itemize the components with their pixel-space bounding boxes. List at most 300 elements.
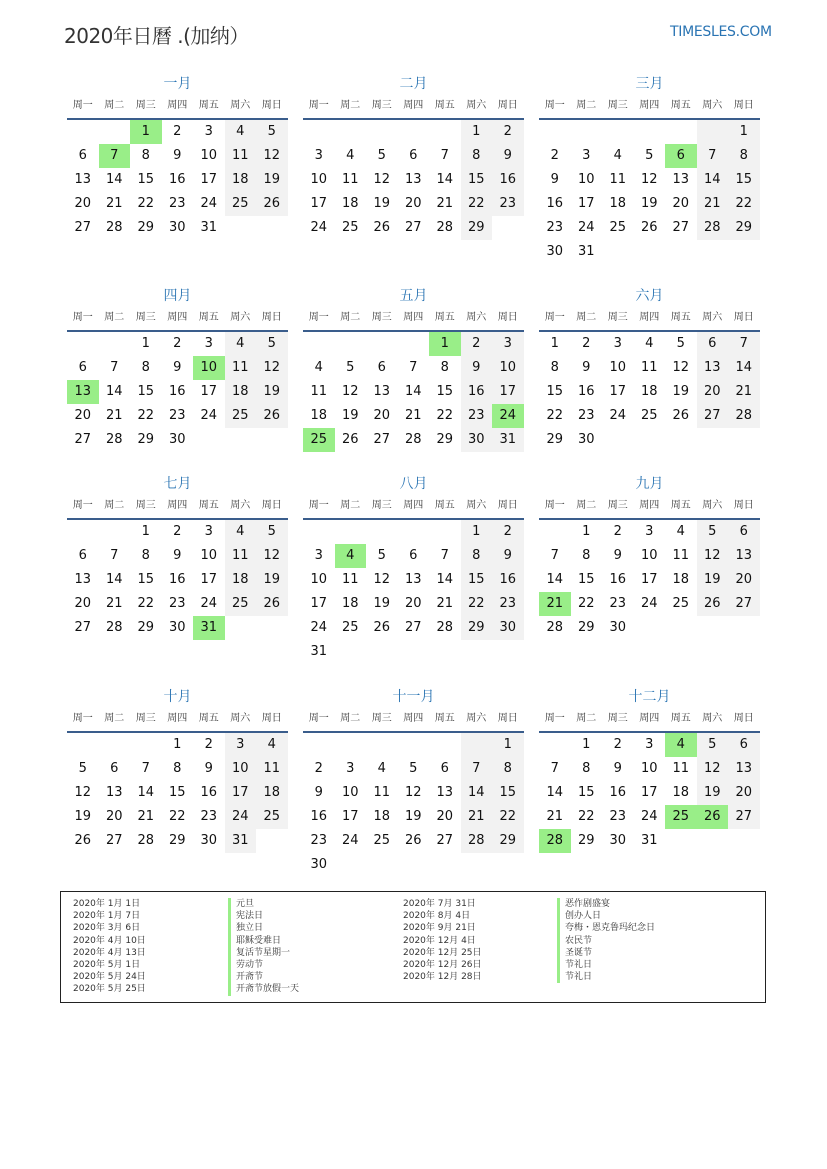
day-cell[interactable]: 27: [373, 432, 391, 447]
day-cell[interactable]: 21: [436, 596, 454, 611]
day-cell[interactable]: 16: [492, 168, 524, 192]
day-cell[interactable]: 29: [137, 220, 155, 235]
day-cell[interactable]: 11: [341, 572, 359, 587]
day-cell[interactable]: 5: [256, 520, 288, 544]
day-cell[interactable]: 23: [168, 596, 186, 611]
day-cell[interactable]: 16: [609, 785, 627, 800]
day-cell[interactable]: 13: [672, 172, 690, 187]
day-cell[interactable]: 8: [550, 360, 559, 375]
day-cell[interactable]: 17: [200, 172, 218, 187]
day-cell[interactable]: 26: [640, 220, 658, 235]
day-cell[interactable]: 5: [697, 733, 729, 757]
day-cell[interactable]: 5: [377, 148, 386, 163]
day-cell[interactable]: 23: [168, 408, 186, 423]
day-cell[interactable]: 23: [546, 220, 564, 235]
day-cell[interactable]: 21: [546, 809, 564, 824]
day-cell[interactable]: 31: [200, 220, 218, 235]
day-cell[interactable]: 5: [256, 120, 288, 144]
day-cell[interactable]: 1: [728, 120, 760, 144]
day-cell[interactable]: 30: [200, 833, 218, 848]
day-cell[interactable]: 19: [404, 809, 422, 824]
day-cell[interactable]: 25: [640, 408, 658, 423]
day-cell[interactable]: 12: [404, 785, 422, 800]
day-cell[interactable]: 16: [168, 572, 186, 587]
day-cell[interactable]: 26: [256, 192, 288, 216]
day-cell[interactable]: 19: [74, 809, 92, 824]
holiday-day-cell[interactable]: 21: [539, 592, 571, 616]
day-cell[interactable]: 23: [168, 196, 186, 211]
holiday-day-cell[interactable]: 1: [130, 120, 162, 144]
day-cell[interactable]: 21: [105, 408, 123, 423]
day-cell[interactable]: 18: [640, 384, 658, 399]
day-cell[interactable]: 1: [492, 733, 524, 757]
day-cell[interactable]: 23: [200, 809, 218, 824]
day-cell[interactable]: 2: [204, 737, 213, 752]
day-cell[interactable]: 20: [672, 196, 690, 211]
day-cell[interactable]: 5: [409, 761, 418, 776]
day-cell[interactable]: 29: [168, 833, 186, 848]
day-cell[interactable]: 20: [697, 380, 729, 404]
day-cell[interactable]: 7: [550, 761, 559, 776]
day-cell[interactable]: 21: [137, 809, 155, 824]
day-cell[interactable]: 24: [640, 809, 658, 824]
day-cell[interactable]: 25: [225, 404, 257, 428]
day-cell[interactable]: 23: [609, 809, 627, 824]
day-cell[interactable]: 22: [137, 596, 155, 611]
day-cell[interactable]: 9: [550, 172, 559, 187]
day-cell[interactable]: 31: [225, 829, 257, 853]
day-cell[interactable]: 2: [173, 336, 182, 351]
day-cell[interactable]: 12: [256, 144, 288, 168]
day-cell[interactable]: 3: [204, 336, 213, 351]
day-cell[interactable]: 4: [256, 733, 288, 757]
day-cell[interactable]: 2: [461, 332, 493, 356]
day-cell[interactable]: 10: [640, 548, 658, 563]
day-cell[interactable]: 7: [110, 360, 119, 375]
day-cell[interactable]: 30: [546, 244, 564, 259]
day-cell[interactable]: 20: [373, 408, 391, 423]
day-cell[interactable]: 1: [461, 120, 493, 144]
day-cell[interactable]: 6: [377, 360, 386, 375]
day-cell[interactable]: 28: [436, 220, 454, 235]
day-cell[interactable]: 9: [314, 785, 323, 800]
day-cell[interactable]: 11: [256, 757, 288, 781]
day-cell[interactable]: 14: [436, 572, 454, 587]
day-cell[interactable]: 17: [492, 380, 524, 404]
day-cell[interactable]: 12: [640, 172, 658, 187]
day-cell[interactable]: 17: [200, 572, 218, 587]
day-cell[interactable]: 23: [310, 833, 328, 848]
day-cell[interactable]: 27: [672, 220, 690, 235]
day-cell[interactable]: 14: [697, 168, 729, 192]
day-cell[interactable]: 11: [310, 384, 328, 399]
day-cell[interactable]: 16: [492, 568, 524, 592]
day-cell[interactable]: 7: [697, 144, 729, 168]
day-cell[interactable]: 18: [341, 196, 359, 211]
day-cell[interactable]: 24: [200, 408, 218, 423]
day-cell[interactable]: 19: [256, 168, 288, 192]
day-cell[interactable]: 3: [204, 124, 213, 139]
day-cell[interactable]: 15: [728, 168, 760, 192]
day-cell[interactable]: 3: [613, 336, 622, 351]
day-cell[interactable]: 4: [645, 336, 654, 351]
day-cell[interactable]: 3: [314, 148, 323, 163]
day-cell[interactable]: 12: [697, 544, 729, 568]
day-cell[interactable]: 10: [492, 356, 524, 380]
day-cell[interactable]: 28: [105, 220, 123, 235]
day-cell[interactable]: 6: [728, 733, 760, 757]
day-cell[interactable]: 26: [672, 408, 690, 423]
day-cell[interactable]: 7: [728, 332, 760, 356]
day-cell[interactable]: 25: [225, 192, 257, 216]
holiday-day-cell[interactable]: 4: [335, 544, 367, 568]
day-cell[interactable]: 22: [577, 809, 595, 824]
day-cell[interactable]: 28: [105, 620, 123, 635]
holiday-day-cell[interactable]: 25: [303, 428, 335, 452]
day-cell[interactable]: 18: [256, 781, 288, 805]
day-cell[interactable]: 23: [609, 596, 627, 611]
day-cell[interactable]: 3: [645, 524, 654, 539]
day-cell[interactable]: 12: [256, 544, 288, 568]
day-cell[interactable]: 27: [697, 404, 729, 428]
holiday-day-cell[interactable]: 7: [99, 144, 131, 168]
day-cell[interactable]: 17: [577, 196, 595, 211]
day-cell[interactable]: 14: [436, 172, 454, 187]
day-cell[interactable]: 21: [461, 805, 493, 829]
day-cell[interactable]: 26: [404, 833, 422, 848]
holiday-day-cell[interactable]: 24: [492, 404, 524, 428]
day-cell[interactable]: 21: [697, 192, 729, 216]
day-cell[interactable]: 24: [310, 220, 328, 235]
day-cell[interactable]: 8: [728, 144, 760, 168]
day-cell[interactable]: 17: [341, 809, 359, 824]
day-cell[interactable]: 20: [728, 568, 760, 592]
day-cell[interactable]: 20: [74, 408, 92, 423]
day-cell[interactable]: 19: [256, 568, 288, 592]
day-cell[interactable]: 30: [168, 620, 186, 635]
day-cell[interactable]: 17: [640, 785, 658, 800]
day-cell[interactable]: 4: [613, 148, 622, 163]
day-cell[interactable]: 21: [728, 380, 760, 404]
day-cell[interactable]: 18: [225, 568, 257, 592]
day-cell[interactable]: 22: [577, 596, 595, 611]
day-cell[interactable]: 1: [550, 336, 559, 351]
day-cell[interactable]: 28: [105, 432, 123, 447]
day-cell[interactable]: 7: [409, 360, 418, 375]
day-cell[interactable]: 31: [640, 833, 658, 848]
day-cell[interactable]: 1: [141, 336, 150, 351]
day-cell[interactable]: 21: [105, 596, 123, 611]
day-cell[interactable]: 17: [225, 781, 257, 805]
day-cell[interactable]: 16: [609, 572, 627, 587]
day-cell[interactable]: 18: [609, 196, 627, 211]
day-cell[interactable]: 29: [461, 616, 493, 640]
day-cell[interactable]: 25: [609, 220, 627, 235]
day-cell[interactable]: 19: [672, 384, 690, 399]
day-cell[interactable]: 1: [461, 520, 493, 544]
day-cell[interactable]: 20: [404, 596, 422, 611]
day-cell[interactable]: 17: [200, 384, 218, 399]
day-cell[interactable]: 7: [461, 757, 493, 781]
day-cell[interactable]: 9: [492, 144, 524, 168]
day-cell[interactable]: 15: [137, 572, 155, 587]
day-cell[interactable]: 4: [225, 520, 257, 544]
day-cell[interactable]: 29: [577, 620, 595, 635]
day-cell[interactable]: 2: [613, 524, 622, 539]
day-cell[interactable]: 4: [676, 524, 685, 539]
day-cell[interactable]: 13: [373, 384, 391, 399]
day-cell[interactable]: 5: [377, 548, 386, 563]
day-cell[interactable]: 22: [168, 809, 186, 824]
day-cell[interactable]: 20: [74, 596, 92, 611]
day-cell[interactable]: 27: [74, 220, 92, 235]
day-cell[interactable]: 16: [168, 172, 186, 187]
day-cell[interactable]: 19: [341, 408, 359, 423]
day-cell[interactable]: 1: [173, 737, 182, 752]
day-cell[interactable]: 9: [582, 360, 591, 375]
day-cell[interactable]: 22: [492, 805, 524, 829]
day-cell[interactable]: 27: [74, 432, 92, 447]
day-cell[interactable]: 1: [582, 737, 591, 752]
day-cell[interactable]: 7: [141, 761, 150, 776]
day-cell[interactable]: 11: [609, 172, 627, 187]
day-cell[interactable]: 9: [613, 761, 622, 776]
day-cell[interactable]: 8: [582, 548, 591, 563]
day-cell[interactable]: 15: [461, 568, 493, 592]
day-cell[interactable]: 3: [346, 761, 355, 776]
day-cell[interactable]: 9: [204, 761, 213, 776]
day-cell[interactable]: 15: [168, 785, 186, 800]
day-cell[interactable]: 2: [173, 124, 182, 139]
day-cell[interactable]: 13: [728, 544, 760, 568]
day-cell[interactable]: 26: [697, 592, 729, 616]
day-cell[interactable]: 17: [310, 196, 328, 211]
day-cell[interactable]: 14: [546, 785, 564, 800]
day-cell[interactable]: 9: [461, 356, 493, 380]
day-cell[interactable]: 24: [225, 805, 257, 829]
day-cell[interactable]: 10: [640, 761, 658, 776]
day-cell[interactable]: 13: [74, 172, 92, 187]
day-cell[interactable]: 20: [74, 196, 92, 211]
day-cell[interactable]: 18: [341, 596, 359, 611]
day-cell[interactable]: 2: [173, 524, 182, 539]
day-cell[interactable]: 22: [436, 408, 454, 423]
day-cell[interactable]: 30: [577, 432, 595, 447]
day-cell[interactable]: 18: [373, 809, 391, 824]
day-cell[interactable]: 16: [200, 785, 218, 800]
day-cell[interactable]: 22: [461, 192, 493, 216]
day-cell[interactable]: 5: [78, 761, 87, 776]
holiday-day-cell[interactable]: 25: [665, 805, 697, 829]
day-cell[interactable]: 25: [341, 620, 359, 635]
day-cell[interactable]: 1: [141, 524, 150, 539]
day-cell[interactable]: 10: [200, 148, 218, 163]
day-cell[interactable]: 27: [404, 620, 422, 635]
day-cell[interactable]: 26: [373, 220, 391, 235]
day-cell[interactable]: 14: [105, 384, 123, 399]
day-cell[interactable]: 6: [78, 148, 87, 163]
day-cell[interactable]: 27: [728, 592, 760, 616]
day-cell[interactable]: 2: [492, 520, 524, 544]
day-cell[interactable]: 2: [550, 148, 559, 163]
day-cell[interactable]: 22: [137, 408, 155, 423]
day-cell[interactable]: 29: [461, 216, 493, 240]
day-cell[interactable]: 11: [640, 360, 658, 375]
day-cell[interactable]: 3: [492, 332, 524, 356]
day-cell[interactable]: 7: [110, 548, 119, 563]
holiday-day-cell[interactable]: 13: [67, 380, 99, 404]
day-cell[interactable]: 13: [105, 785, 123, 800]
day-cell[interactable]: 25: [373, 833, 391, 848]
day-cell[interactable]: 6: [409, 148, 418, 163]
day-cell[interactable]: 10: [310, 572, 328, 587]
day-cell[interactable]: 10: [200, 548, 218, 563]
day-cell[interactable]: 16: [461, 380, 493, 404]
day-cell[interactable]: 19: [640, 196, 658, 211]
day-cell[interactable]: 15: [137, 384, 155, 399]
day-cell[interactable]: 10: [577, 172, 595, 187]
day-cell[interactable]: 14: [137, 785, 155, 800]
day-cell[interactable]: 31: [492, 428, 524, 452]
day-cell[interactable]: 20: [728, 781, 760, 805]
day-cell[interactable]: 12: [373, 572, 391, 587]
day-cell[interactable]: 9: [492, 544, 524, 568]
day-cell[interactable]: 22: [461, 592, 493, 616]
day-cell[interactable]: 4: [314, 360, 323, 375]
day-cell[interactable]: 24: [341, 833, 359, 848]
day-cell[interactable]: 19: [373, 596, 391, 611]
day-cell[interactable]: 15: [461, 168, 493, 192]
day-cell[interactable]: 6: [697, 332, 729, 356]
day-cell[interactable]: 12: [373, 172, 391, 187]
day-cell[interactable]: 18: [225, 168, 257, 192]
day-cell[interactable]: 28: [137, 833, 155, 848]
day-cell[interactable]: 25: [672, 596, 690, 611]
day-cell[interactable]: 10: [341, 785, 359, 800]
day-cell[interactable]: 4: [346, 148, 355, 163]
day-cell[interactable]: 2: [314, 761, 323, 776]
day-cell[interactable]: 6: [440, 761, 449, 776]
day-cell[interactable]: 5: [697, 520, 729, 544]
holiday-day-cell[interactable]: 31: [193, 616, 225, 640]
day-cell[interactable]: 10: [225, 757, 257, 781]
day-cell[interactable]: 13: [436, 785, 454, 800]
holiday-day-cell[interactable]: 1: [429, 332, 461, 356]
day-cell[interactable]: 28: [546, 620, 564, 635]
day-cell[interactable]: 14: [728, 356, 760, 380]
day-cell[interactable]: 31: [577, 244, 595, 259]
day-cell[interactable]: 24: [577, 220, 595, 235]
day-cell[interactable]: 6: [409, 548, 418, 563]
day-cell[interactable]: 8: [173, 761, 182, 776]
day-cell[interactable]: 29: [546, 432, 564, 447]
day-cell[interactable]: 21: [436, 196, 454, 211]
holiday-day-cell[interactable]: 10: [193, 356, 225, 380]
day-cell[interactable]: 28: [728, 404, 760, 428]
day-cell[interactable]: 24: [200, 196, 218, 211]
day-cell[interactable]: 7: [440, 148, 449, 163]
day-cell[interactable]: 14: [461, 781, 493, 805]
day-cell[interactable]: 24: [200, 596, 218, 611]
day-cell[interactable]: 16: [168, 384, 186, 399]
day-cell[interactable]: 3: [204, 524, 213, 539]
day-cell[interactable]: 13: [697, 356, 729, 380]
day-cell[interactable]: 29: [137, 620, 155, 635]
day-cell[interactable]: 8: [141, 148, 150, 163]
day-cell[interactable]: 12: [672, 360, 690, 375]
day-cell[interactable]: 14: [105, 172, 123, 187]
day-cell[interactable]: 19: [256, 380, 288, 404]
day-cell[interactable]: 7: [440, 548, 449, 563]
day-cell[interactable]: 16: [310, 809, 328, 824]
day-cell[interactable]: 8: [461, 544, 493, 568]
day-cell[interactable]: 8: [461, 144, 493, 168]
day-cell[interactable]: 19: [697, 568, 729, 592]
day-cell[interactable]: 8: [492, 757, 524, 781]
day-cell[interactable]: 16: [546, 196, 564, 211]
day-cell[interactable]: 13: [74, 572, 92, 587]
day-cell[interactable]: 29: [728, 216, 760, 240]
day-cell[interactable]: 29: [492, 829, 524, 853]
day-cell[interactable]: 18: [672, 785, 690, 800]
day-cell[interactable]: 20: [436, 809, 454, 824]
day-cell[interactable]: 14: [105, 572, 123, 587]
day-cell[interactable]: 26: [256, 592, 288, 616]
day-cell[interactable]: 29: [137, 432, 155, 447]
day-cell[interactable]: 25: [256, 805, 288, 829]
day-cell[interactable]: 25: [225, 592, 257, 616]
day-cell[interactable]: 26: [341, 432, 359, 447]
day-cell[interactable]: 18: [225, 380, 257, 404]
day-cell[interactable]: 2: [582, 336, 591, 351]
day-cell[interactable]: 30: [609, 833, 627, 848]
day-cell[interactable]: 3: [582, 148, 591, 163]
day-cell[interactable]: 22: [728, 192, 760, 216]
day-cell[interactable]: 21: [105, 196, 123, 211]
day-cell[interactable]: 11: [225, 144, 257, 168]
day-cell[interactable]: 15: [577, 572, 595, 587]
day-cell[interactable]: 13: [404, 572, 422, 587]
day-cell[interactable]: 21: [404, 408, 422, 423]
day-cell[interactable]: 25: [341, 220, 359, 235]
day-cell[interactable]: 2: [613, 737, 622, 752]
day-cell[interactable]: 5: [676, 336, 685, 351]
day-cell[interactable]: 22: [546, 408, 564, 423]
day-cell[interactable]: 20: [105, 809, 123, 824]
day-cell[interactable]: 19: [697, 781, 729, 805]
holiday-day-cell[interactable]: 26: [697, 805, 729, 829]
day-cell[interactable]: 29: [577, 833, 595, 848]
day-cell[interactable]: 26: [74, 833, 92, 848]
day-cell[interactable]: 23: [577, 408, 595, 423]
day-cell[interactable]: 14: [404, 384, 422, 399]
day-cell[interactable]: 18: [310, 408, 328, 423]
day-cell[interactable]: 4: [225, 120, 257, 144]
day-cell[interactable]: 27: [436, 833, 454, 848]
day-cell[interactable]: 9: [173, 360, 182, 375]
day-cell[interactable]: 30: [168, 432, 186, 447]
day-cell[interactable]: 30: [461, 428, 493, 452]
day-cell[interactable]: 15: [546, 384, 564, 399]
day-cell[interactable]: 16: [577, 384, 595, 399]
day-cell[interactable]: 18: [672, 572, 690, 587]
day-cell[interactable]: 11: [672, 761, 690, 776]
day-cell[interactable]: 11: [341, 172, 359, 187]
day-cell[interactable]: 15: [436, 384, 454, 399]
holiday-day-cell[interactable]: 28: [539, 829, 571, 853]
site-link[interactable]: TIMESLES.COM: [670, 24, 772, 40]
day-cell[interactable]: 9: [173, 548, 182, 563]
